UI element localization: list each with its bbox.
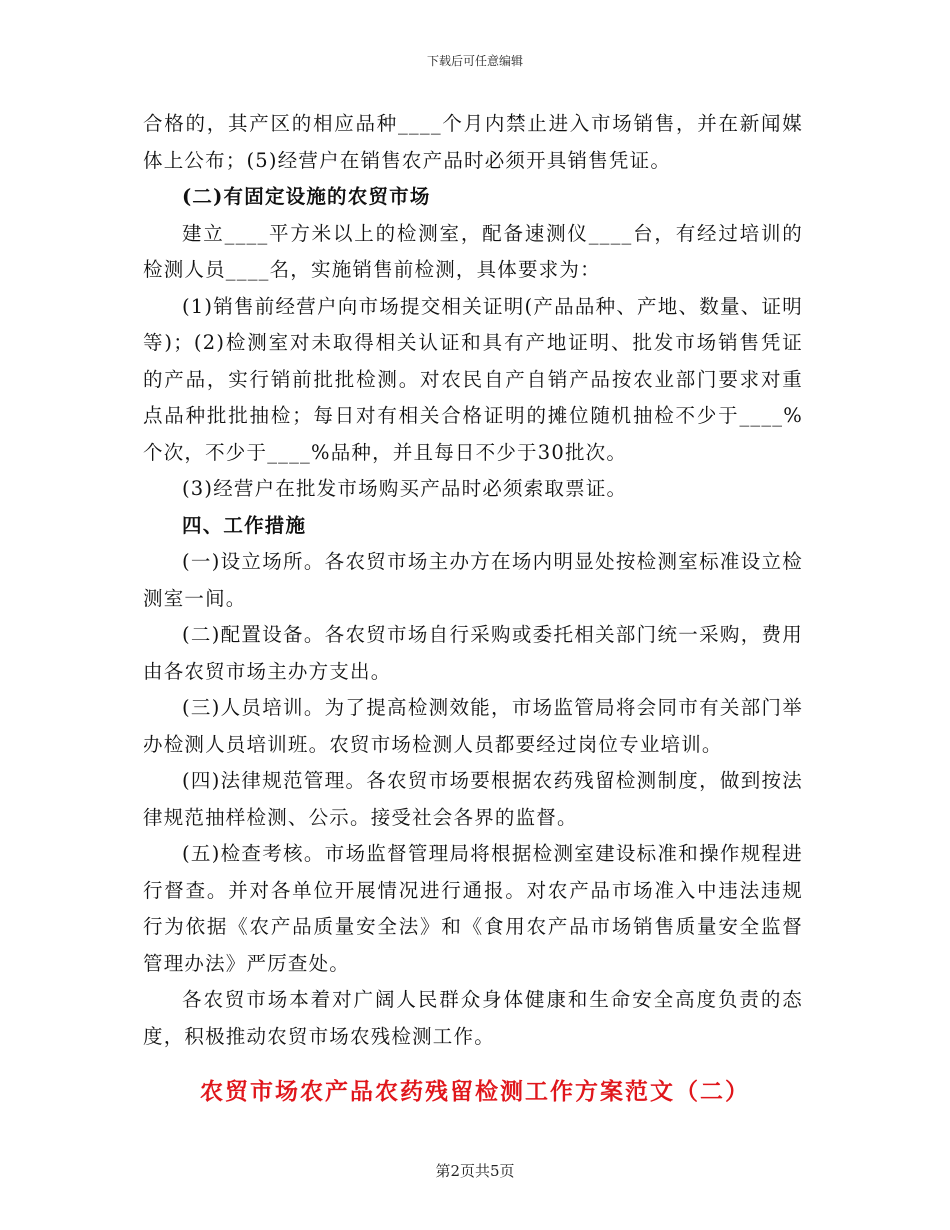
paragraph-4: (1)销售前经营户向市场提交相关证明(产品品种、产地、数量、证明等)；(2)检测室对未取得相关认证和具有产地证明、批发市场销售凭证的产品，实行销前批批检测。对农民自产自销产品按农业部门要求对重点品种批批抽检；每日对有相关合格证明的摊位随机抽检不少于____%个次，不少于____%品种，并且每日不少于30批次。 xyxy=(143,294,803,464)
paragraph-3: 建立____平方米以上的检测室，配备速测仪____台，有经过培训的检测人员____名，实施销售前检测，具体要求为： xyxy=(143,221,803,281)
paragraph-8: (二)配置设备。各农贸市场自行采购或委托相关部门统一采购，费用由各农贸市场主办方支出。 xyxy=(143,623,803,683)
document-body xyxy=(143,106,803,1055)
paragraph-1: 合格的，其产区的相应品种____个月内禁止进入市场销售，并在新闻媒体上公布；(5)经营户在销售农产品时必须开具销售凭证。 xyxy=(143,112,803,172)
section-heading-fixed-market: (二)有固定设施的农贸市场 xyxy=(182,185,431,208)
paragraph-11: (五)检查考核。市场监督管理局将根据检测室建设标准和操作规程进行督查。并对各单位开展情况进行通报。对农产品市场准入中违法违规行为依据《农产品质量安全法》和《食用农产品市场销售质量安全监督管理办法》严厉查处。 xyxy=(143,842,803,975)
paragraph-12: 各农贸市场本着对广阔人民群众身体健康和生命安全高度负责的态度，积极推动农贸市场农残检测工作。 xyxy=(143,988,803,1048)
paragraph-7: (一)设立场所。各农贸市场主办方在场内明显处按检测室标准设立检测室一间。 xyxy=(143,550,803,610)
paragraph-9: (三)人员培训。为了提高检测效能，市场监管局将会同市有关部门举办检测人员培训班。农贸市场检测人员都要经过岗位专业培训。 xyxy=(143,696,803,756)
paragraph-5: (3)经营户在批发市场购买产品时必须索取票证。 xyxy=(182,477,628,500)
page-number: 第2页共5页 xyxy=(435,1162,515,1180)
page-header: 下载后可任意编辑 xyxy=(426,54,523,68)
section-heading-work-measures: 四、工作措施 xyxy=(182,513,307,537)
paragraph-10: (四)法律规范管理。各农贸市场要根据农药残留检测制度，做到按法律规范抽样检测、公示。接受社会各界的监督。 xyxy=(143,769,803,829)
document-title: 农贸市场农产品农药残留检测工作方案范文（二） xyxy=(200,1078,750,1105)
